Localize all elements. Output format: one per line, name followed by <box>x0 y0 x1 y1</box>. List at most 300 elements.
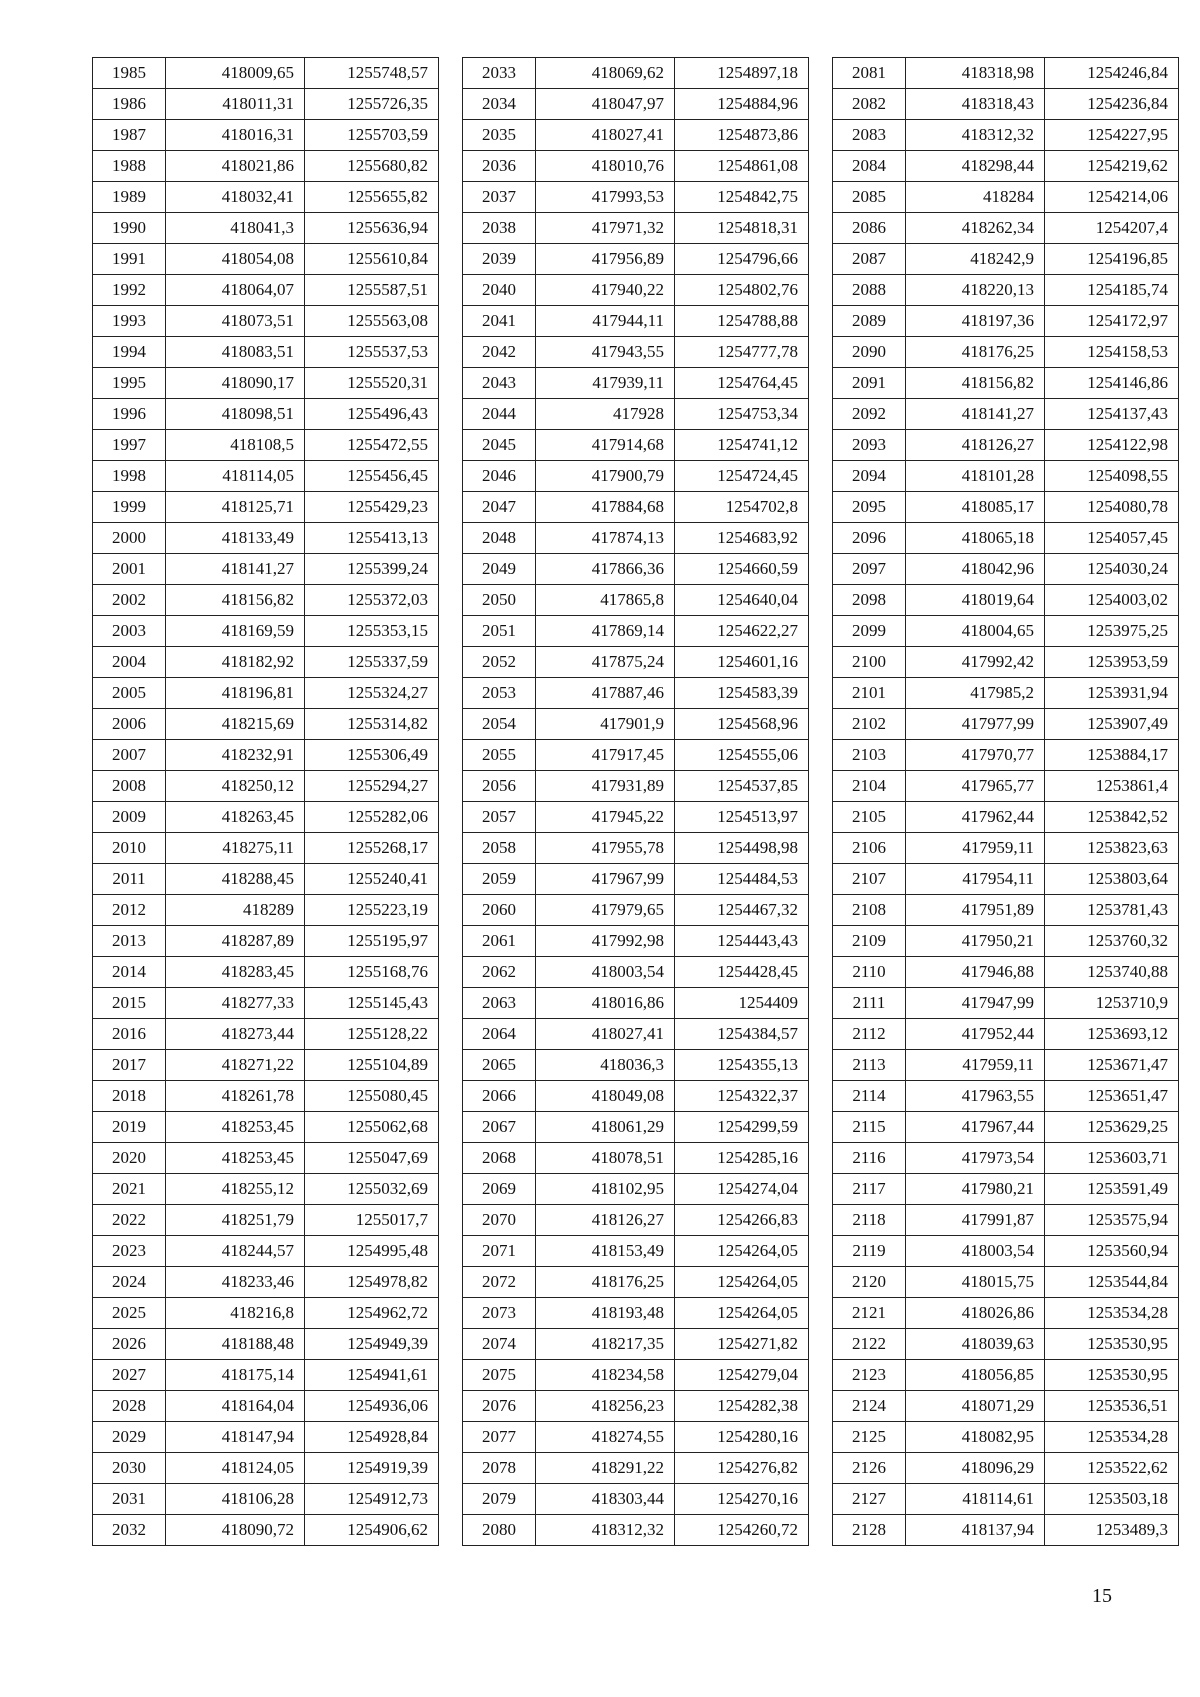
y-coordinate-cell: 1254683,92 <box>675 523 809 554</box>
y-coordinate-cell: 1254818,31 <box>675 213 809 244</box>
x-coordinate-cell: 417901,9 <box>536 709 675 740</box>
y-coordinate-cell: 1254246,84 <box>1045 58 1179 89</box>
y-coordinate-cell: 1255399,24 <box>305 554 439 585</box>
y-coordinate-cell: 1253760,32 <box>1045 926 1179 957</box>
x-coordinate-cell: 417950,21 <box>906 926 1045 957</box>
x-coordinate-cell: 417980,21 <box>906 1174 1045 1205</box>
y-coordinate-cell: 1254214,06 <box>1045 182 1179 213</box>
point-number-cell: 2061 <box>463 926 536 957</box>
point-number-cell: 2071 <box>463 1236 536 1267</box>
x-coordinate-cell: 417992,42 <box>906 647 1045 678</box>
x-coordinate-cell: 418126,27 <box>536 1205 675 1236</box>
table-row <box>833 1081 1179 1112</box>
x-coordinate-cell: 418061,29 <box>536 1112 675 1143</box>
y-coordinate-cell: 1254137,43 <box>1045 399 1179 430</box>
x-coordinate-cell: 417991,87 <box>906 1205 1045 1236</box>
y-coordinate-cell: 1255520,31 <box>305 368 439 399</box>
point-number-cell: 2010 <box>93 833 166 864</box>
table-row <box>833 275 1179 306</box>
table-row <box>463 275 809 306</box>
y-coordinate-cell: 1253629,25 <box>1045 1112 1179 1143</box>
table-row <box>93 368 439 399</box>
table-row <box>463 120 809 151</box>
table-row <box>93 1329 439 1360</box>
table-row <box>833 492 1179 523</box>
y-coordinate-cell: 1253671,47 <box>1045 1050 1179 1081</box>
y-coordinate-cell: 1255306,49 <box>305 740 439 771</box>
table-row <box>463 833 809 864</box>
y-coordinate-cell: 1253603,71 <box>1045 1143 1179 1174</box>
table-row <box>833 678 1179 709</box>
table-row <box>463 1143 809 1174</box>
table-row <box>833 1174 1179 1205</box>
point-number-cell: 1985 <box>93 58 166 89</box>
table-row <box>93 895 439 926</box>
point-number-cell: 2047 <box>463 492 536 523</box>
table-row <box>463 151 809 182</box>
point-number-cell: 2040 <box>463 275 536 306</box>
x-coordinate-cell: 417887,46 <box>536 678 675 709</box>
x-coordinate-cell: 418255,12 <box>166 1174 305 1205</box>
x-coordinate-cell: 418032,41 <box>166 182 305 213</box>
table-row <box>463 213 809 244</box>
y-coordinate-cell: 1254622,27 <box>675 616 809 647</box>
y-coordinate-cell: 1254443,43 <box>675 926 809 957</box>
x-coordinate-cell: 418277,33 <box>166 988 305 1019</box>
point-number-cell: 2009 <box>93 802 166 833</box>
x-coordinate-cell: 418016,86 <box>536 988 675 1019</box>
y-coordinate-cell: 1253503,18 <box>1045 1484 1179 1515</box>
y-coordinate-cell: 1255456,45 <box>305 461 439 492</box>
y-coordinate-cell: 1254741,12 <box>675 430 809 461</box>
point-number-cell: 1997 <box>93 430 166 461</box>
point-number-cell: 2127 <box>833 1484 906 1515</box>
y-coordinate-cell: 1253823,63 <box>1045 833 1179 864</box>
point-number-cell: 2100 <box>833 647 906 678</box>
point-number-cell: 2027 <box>93 1360 166 1391</box>
x-coordinate-cell: 418312,32 <box>906 120 1045 151</box>
point-number-cell: 2042 <box>463 337 536 368</box>
point-number-cell: 1995 <box>93 368 166 399</box>
table-row <box>93 275 439 306</box>
y-coordinate-cell: 1253536,51 <box>1045 1391 1179 1422</box>
x-coordinate-cell: 418175,14 <box>166 1360 305 1391</box>
table-row <box>463 523 809 554</box>
table-body <box>463 58 809 1546</box>
x-coordinate-cell: 418153,49 <box>536 1236 675 1267</box>
point-number-cell: 1994 <box>93 337 166 368</box>
point-number-cell: 2026 <box>93 1329 166 1360</box>
table-row <box>93 244 439 275</box>
x-coordinate-cell: 418041,3 <box>166 213 305 244</box>
x-coordinate-cell: 417939,11 <box>536 368 675 399</box>
y-coordinate-cell: 1255223,19 <box>305 895 439 926</box>
point-number-cell: 2074 <box>463 1329 536 1360</box>
y-coordinate-cell: 1254279,04 <box>675 1360 809 1391</box>
x-coordinate-cell: 418027,41 <box>536 1019 675 1050</box>
x-coordinate-cell: 418232,91 <box>166 740 305 771</box>
table-row <box>93 523 439 554</box>
y-coordinate-cell: 1253575,94 <box>1045 1205 1179 1236</box>
point-number-cell: 2093 <box>833 430 906 461</box>
x-coordinate-cell: 417965,77 <box>906 771 1045 802</box>
table-row <box>93 1360 439 1391</box>
table-row <box>93 1484 439 1515</box>
x-coordinate-cell: 418273,44 <box>166 1019 305 1050</box>
y-coordinate-cell: 1254227,95 <box>1045 120 1179 151</box>
point-number-cell: 2050 <box>463 585 536 616</box>
x-coordinate-cell: 418047,97 <box>536 89 675 120</box>
y-coordinate-cell: 1253931,94 <box>1045 678 1179 709</box>
x-coordinate-cell: 417917,45 <box>536 740 675 771</box>
y-coordinate-cell: 1255314,82 <box>305 709 439 740</box>
table-row <box>463 1019 809 1050</box>
point-number-cell: 2017 <box>93 1050 166 1081</box>
table-row <box>833 1267 1179 1298</box>
y-coordinate-cell: 1253975,25 <box>1045 616 1179 647</box>
x-coordinate-cell: 418027,41 <box>536 120 675 151</box>
point-number-cell: 2108 <box>833 895 906 926</box>
x-coordinate-cell: 417967,99 <box>536 864 675 895</box>
point-number-cell: 2033 <box>463 58 536 89</box>
table-row <box>463 1267 809 1298</box>
point-number-cell: 2103 <box>833 740 906 771</box>
table-row <box>463 1360 809 1391</box>
point-number-cell: 2086 <box>833 213 906 244</box>
page-number: 15 <box>1092 1585 1112 1607</box>
y-coordinate-cell: 1254080,78 <box>1045 492 1179 523</box>
x-coordinate-cell: 418114,61 <box>906 1484 1045 1515</box>
point-number-cell: 2002 <box>93 585 166 616</box>
point-number-cell: 2096 <box>833 523 906 554</box>
x-coordinate-cell: 418312,32 <box>536 1515 675 1546</box>
table-row <box>463 585 809 616</box>
table-row <box>833 337 1179 368</box>
table-row <box>93 554 439 585</box>
x-coordinate-cell: 418287,89 <box>166 926 305 957</box>
table-row <box>93 337 439 368</box>
y-coordinate-cell: 1254777,78 <box>675 337 809 368</box>
table-row <box>93 709 439 740</box>
table-row <box>833 213 1179 244</box>
x-coordinate-cell: 418256,23 <box>536 1391 675 1422</box>
y-coordinate-cell: 1255472,55 <box>305 430 439 461</box>
x-coordinate-cell: 417931,89 <box>536 771 675 802</box>
x-coordinate-cell: 418188,48 <box>166 1329 305 1360</box>
point-number-cell: 2019 <box>93 1112 166 1143</box>
y-coordinate-cell: 1255563,08 <box>305 306 439 337</box>
y-coordinate-cell: 1254861,08 <box>675 151 809 182</box>
x-coordinate-cell: 418065,18 <box>906 523 1045 554</box>
table-row <box>463 1298 809 1329</box>
x-coordinate-cell: 418085,17 <box>906 492 1045 523</box>
point-number-cell: 2069 <box>463 1174 536 1205</box>
x-coordinate-cell: 417951,89 <box>906 895 1045 926</box>
table-row <box>93 399 439 430</box>
x-coordinate-cell: 418217,35 <box>536 1329 675 1360</box>
table-row <box>833 120 1179 151</box>
y-coordinate-cell: 1254484,53 <box>675 864 809 895</box>
point-number-cell: 2104 <box>833 771 906 802</box>
point-number-cell: 2072 <box>463 1267 536 1298</box>
y-coordinate-cell: 1254601,16 <box>675 647 809 678</box>
y-coordinate-cell: 1255726,35 <box>305 89 439 120</box>
x-coordinate-cell: 417875,24 <box>536 647 675 678</box>
y-coordinate-cell: 1255080,45 <box>305 1081 439 1112</box>
point-number-cell: 2065 <box>463 1050 536 1081</box>
x-coordinate-cell: 418242,9 <box>906 244 1045 275</box>
table-row <box>463 709 809 740</box>
x-coordinate-cell: 418262,34 <box>906 213 1045 244</box>
point-number-cell: 2000 <box>93 523 166 554</box>
point-number-cell: 2092 <box>833 399 906 430</box>
x-coordinate-cell: 418096,29 <box>906 1453 1045 1484</box>
table-row <box>463 988 809 1019</box>
x-coordinate-cell: 418137,94 <box>906 1515 1045 1546</box>
x-coordinate-cell: 418004,65 <box>906 616 1045 647</box>
x-coordinate-cell: 418233,46 <box>166 1267 305 1298</box>
y-coordinate-cell: 1254919,39 <box>305 1453 439 1484</box>
point-number-cell: 2063 <box>463 988 536 1019</box>
table-row <box>93 306 439 337</box>
x-coordinate-cell: 418318,98 <box>906 58 1045 89</box>
point-number-cell: 2107 <box>833 864 906 895</box>
point-number-cell: 2041 <box>463 306 536 337</box>
point-number-cell: 2043 <box>463 368 536 399</box>
table-row <box>833 616 1179 647</box>
y-coordinate-cell: 1254842,75 <box>675 182 809 213</box>
point-number-cell: 2106 <box>833 833 906 864</box>
y-coordinate-cell: 1255047,69 <box>305 1143 439 1174</box>
y-coordinate-cell: 1254236,84 <box>1045 89 1179 120</box>
y-coordinate-cell: 1254158,53 <box>1045 337 1179 368</box>
point-number-cell: 2079 <box>463 1484 536 1515</box>
point-number-cell: 2068 <box>463 1143 536 1174</box>
table-row <box>833 244 1179 275</box>
y-coordinate-cell: 1255240,41 <box>305 864 439 895</box>
point-number-cell: 2032 <box>93 1515 166 1546</box>
table-row <box>93 182 439 213</box>
x-coordinate-cell: 418042,96 <box>906 554 1045 585</box>
x-coordinate-cell: 418298,44 <box>906 151 1045 182</box>
y-coordinate-cell: 1255145,43 <box>305 988 439 1019</box>
x-coordinate-cell: 418271,22 <box>166 1050 305 1081</box>
y-coordinate-cell: 1255282,06 <box>305 802 439 833</box>
y-coordinate-cell: 1255337,59 <box>305 647 439 678</box>
y-coordinate-cell: 1253522,62 <box>1045 1453 1179 1484</box>
y-coordinate-cell: 1254537,85 <box>675 771 809 802</box>
y-coordinate-cell: 1255703,59 <box>305 120 439 151</box>
x-coordinate-cell: 418261,78 <box>166 1081 305 1112</box>
y-coordinate-cell: 1254276,82 <box>675 1453 809 1484</box>
point-number-cell: 2001 <box>93 554 166 585</box>
point-number-cell: 2034 <box>463 89 536 120</box>
table-row <box>833 1205 1179 1236</box>
x-coordinate-cell: 418039,63 <box>906 1329 1045 1360</box>
table-row <box>93 1267 439 1298</box>
y-coordinate-cell: 1254264,05 <box>675 1267 809 1298</box>
x-coordinate-cell: 417947,99 <box>906 988 1045 1019</box>
y-coordinate-cell: 1254282,38 <box>675 1391 809 1422</box>
table-row <box>463 616 809 647</box>
y-coordinate-cell: 1254640,04 <box>675 585 809 616</box>
x-coordinate-cell: 418098,51 <box>166 399 305 430</box>
x-coordinate-cell: 418291,22 <box>536 1453 675 1484</box>
y-coordinate-cell: 1254788,88 <box>675 306 809 337</box>
table-row <box>463 678 809 709</box>
x-coordinate-cell: 418101,28 <box>906 461 1045 492</box>
x-coordinate-cell: 418141,27 <box>166 554 305 585</box>
y-coordinate-cell: 1254098,55 <box>1045 461 1179 492</box>
x-coordinate-cell: 418090,72 <box>166 1515 305 1546</box>
point-number-cell: 2060 <box>463 895 536 926</box>
point-number-cell: 2008 <box>93 771 166 802</box>
y-coordinate-cell: 1253530,95 <box>1045 1360 1179 1391</box>
table-row <box>833 1360 1179 1391</box>
point-number-cell: 2109 <box>833 926 906 957</box>
y-coordinate-cell: 1254884,96 <box>675 89 809 120</box>
y-coordinate-cell: 1254467,32 <box>675 895 809 926</box>
x-coordinate-cell: 418169,59 <box>166 616 305 647</box>
point-number-cell: 2067 <box>463 1112 536 1143</box>
x-coordinate-cell: 418193,48 <box>536 1298 675 1329</box>
table-row <box>93 1081 439 1112</box>
point-number-cell: 2053 <box>463 678 536 709</box>
table-row <box>833 399 1179 430</box>
table-row <box>93 585 439 616</box>
table-row <box>93 678 439 709</box>
point-number-cell: 2059 <box>463 864 536 895</box>
y-coordinate-cell: 1254122,98 <box>1045 430 1179 461</box>
y-coordinate-cell: 1254962,72 <box>305 1298 439 1329</box>
point-number-cell: 2007 <box>93 740 166 771</box>
x-coordinate-cell: 417992,98 <box>536 926 675 957</box>
point-number-cell: 2117 <box>833 1174 906 1205</box>
y-coordinate-cell: 1255268,17 <box>305 833 439 864</box>
table-row <box>833 1484 1179 1515</box>
x-coordinate-cell: 418071,29 <box>906 1391 1045 1422</box>
table-row <box>93 1112 439 1143</box>
table-row <box>463 1081 809 1112</box>
point-number-cell: 2018 <box>93 1081 166 1112</box>
x-coordinate-cell: 417973,54 <box>906 1143 1045 1174</box>
table-row <box>833 1019 1179 1050</box>
x-coordinate-cell: 418019,64 <box>906 585 1045 616</box>
x-coordinate-cell: 418164,04 <box>166 1391 305 1422</box>
x-coordinate-cell: 417970,77 <box>906 740 1045 771</box>
table-row <box>833 802 1179 833</box>
x-coordinate-cell: 417944,11 <box>536 306 675 337</box>
table-body <box>93 58 439 1546</box>
table-row <box>833 151 1179 182</box>
x-coordinate-cell: 418216,8 <box>166 1298 305 1329</box>
point-number-cell: 2005 <box>93 678 166 709</box>
table-row <box>463 461 809 492</box>
point-number-cell: 1989 <box>93 182 166 213</box>
table-row <box>93 213 439 244</box>
x-coordinate-cell: 418133,49 <box>166 523 305 554</box>
y-coordinate-cell: 1253907,49 <box>1045 709 1179 740</box>
x-coordinate-cell: 418078,51 <box>536 1143 675 1174</box>
point-number-cell: 2089 <box>833 306 906 337</box>
point-number-cell: 2038 <box>463 213 536 244</box>
point-number-cell: 2115 <box>833 1112 906 1143</box>
x-coordinate-cell: 418036,3 <box>536 1050 675 1081</box>
x-coordinate-cell: 417884,68 <box>536 492 675 523</box>
y-coordinate-cell: 1254322,37 <box>675 1081 809 1112</box>
x-coordinate-cell: 418196,81 <box>166 678 305 709</box>
point-number-cell: 2020 <box>93 1143 166 1174</box>
table-row <box>93 833 439 864</box>
point-number-cell: 2055 <box>463 740 536 771</box>
table-row <box>463 1484 809 1515</box>
table-row <box>833 740 1179 771</box>
table-row <box>93 864 439 895</box>
table-row <box>463 1112 809 1143</box>
table-row <box>93 461 439 492</box>
x-coordinate-cell: 418016,31 <box>166 120 305 151</box>
x-coordinate-cell: 418176,25 <box>536 1267 675 1298</box>
y-coordinate-cell: 1255062,68 <box>305 1112 439 1143</box>
point-number-cell: 2044 <box>463 399 536 430</box>
y-coordinate-cell: 1255655,82 <box>305 182 439 213</box>
table-row <box>833 926 1179 957</box>
y-coordinate-cell: 1253740,88 <box>1045 957 1179 988</box>
point-number-cell: 2087 <box>833 244 906 275</box>
y-coordinate-cell: 1254802,76 <box>675 275 809 306</box>
x-coordinate-cell: 418284 <box>906 182 1045 213</box>
point-number-cell: 1987 <box>93 120 166 151</box>
y-coordinate-cell: 1253489,3 <box>1045 1515 1179 1546</box>
x-coordinate-cell: 417865,8 <box>536 585 675 616</box>
table-row <box>93 120 439 151</box>
point-number-cell: 2094 <box>833 461 906 492</box>
y-coordinate-cell: 1255413,13 <box>305 523 439 554</box>
table-row <box>833 1453 1179 1484</box>
point-number-cell: 2121 <box>833 1298 906 1329</box>
x-coordinate-cell: 417963,55 <box>906 1081 1045 1112</box>
y-coordinate-cell: 1255294,27 <box>305 771 439 802</box>
point-number-cell: 2122 <box>833 1329 906 1360</box>
point-number-cell: 2025 <box>93 1298 166 1329</box>
y-coordinate-cell: 1255324,27 <box>305 678 439 709</box>
point-number-cell: 1988 <box>93 151 166 182</box>
table-row <box>93 1050 439 1081</box>
table-row <box>463 802 809 833</box>
table-row <box>833 771 1179 802</box>
point-number-cell: 2036 <box>463 151 536 182</box>
point-number-cell: 2128 <box>833 1515 906 1546</box>
point-number-cell: 2029 <box>93 1422 166 1453</box>
table-row <box>93 1515 439 1546</box>
y-coordinate-cell: 1254936,06 <box>305 1391 439 1422</box>
table-row <box>463 647 809 678</box>
table-row <box>463 957 809 988</box>
table-row <box>463 1205 809 1236</box>
point-number-cell: 2021 <box>93 1174 166 1205</box>
table-row <box>833 430 1179 461</box>
table-row <box>463 1391 809 1422</box>
y-coordinate-cell: 1253651,47 <box>1045 1081 1179 1112</box>
x-coordinate-cell: 418056,85 <box>906 1360 1045 1391</box>
point-number-cell: 2031 <box>93 1484 166 1515</box>
table-row <box>833 1422 1179 1453</box>
x-coordinate-cell: 418253,45 <box>166 1112 305 1143</box>
y-coordinate-cell: 1254912,73 <box>305 1484 439 1515</box>
point-number-cell: 1986 <box>93 89 166 120</box>
point-number-cell: 2084 <box>833 151 906 182</box>
table-row <box>93 1298 439 1329</box>
